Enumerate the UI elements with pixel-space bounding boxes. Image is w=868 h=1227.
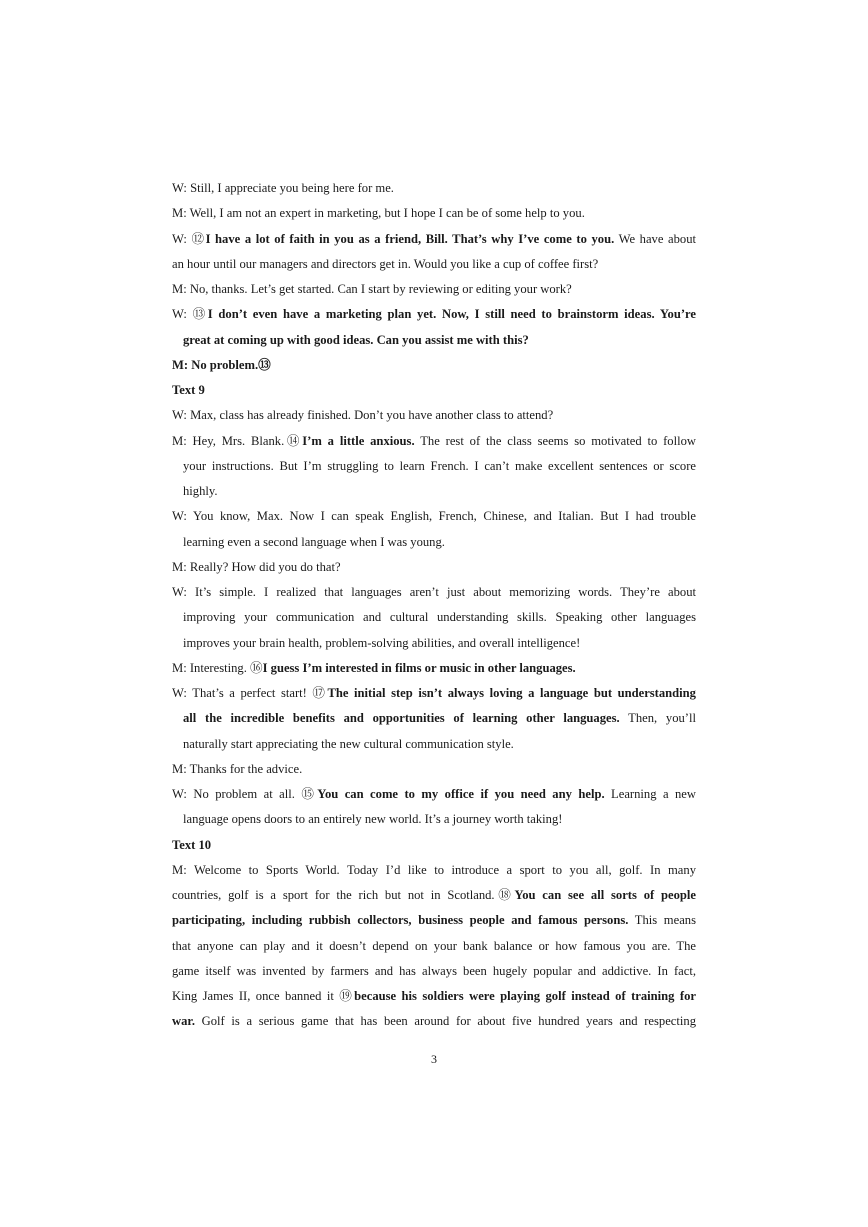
line-text: Golf is a serious game that has been around for about five hundred years and respecting [194,1014,696,1029]
key-sentence: I guess I’m interested in films or music in other languages. [262,660,576,675]
dialogue-line [172,605,696,630]
line-text: King James II, once banned it ⑲ [172,989,355,1003]
line-text: M: Well, I am not an expert in marketing, but I hope I can be of some help to you. [172,206,585,221]
page-number: 3 [431,1052,437,1066]
line-text: game itself was invented by farmers and has always been hugely popular and addictive. In fact, [172,963,696,978]
line-text: that anyone can play and it doesn’t depend on your bank balance or how famous you are. The [172,938,696,953]
paragraph-line [172,858,696,883]
section-heading: Text 10 [172,837,212,852]
key-sentence: I have a lot of faith in you as a friend, Bill. That’s why I’ve come to you. [205,231,615,246]
speaker-marker: W: No problem at all. ⑮ [172,787,318,801]
dialogue-line [172,201,696,226]
paragraph-line [172,908,696,933]
dialogue-line [172,555,696,580]
paragraph-line [172,959,696,984]
line-text: an hour until our managers and directors get in. Would you like a cup of coffee first? [172,256,599,271]
line-text: countries, golf is a sport for the rich but not in Scotland.⑱ [172,888,515,902]
speaker-marker: W: ⑫ [172,231,206,246]
key-sentence: You can see all sorts of people [514,888,696,902]
line-text: M: Really? How did you do that? [172,559,341,574]
dialogue-line [172,227,696,252]
dialogue-line [172,328,696,353]
line-text: improving your communication and cultural understanding skills. Speaking other languages [183,610,696,625]
line-text: highly. [183,484,218,498]
line-text: This means [628,913,696,928]
line-text: We have about [614,231,697,246]
key-sentence: participating, including rubbish collectors, business people and famous persons. [172,913,629,928]
speaker-marker: M: Hey, Mrs. Blank.⑭ [172,433,303,448]
speaker-marker: W: That’s a perfect start! ⑰ [172,686,328,700]
paragraph-line [172,1009,696,1034]
dialogue-line [172,277,696,302]
line-text: M: Welcome to Sports World. Today I’d like to introduce a sport to you all, golf. In many [172,862,696,877]
key-sentence: because his soldiers were playing golf instead of training for [354,989,696,1003]
key-sentence: all the incredible benefits and opportunities of learning other languages. [183,711,620,726]
line-text: your instructions. But I’m struggling to learn French. I can’t make excellent sentences or score [183,458,696,473]
dialogue-line [172,479,696,504]
line-text: M: Thanks for the advice. [172,761,303,776]
dialogue-line [172,454,696,479]
line-text: W: Max, class has already finished. Don’t you have another class to attend? [172,408,554,423]
dialogue-line [172,176,696,201]
section-heading: Text 9 [172,383,205,397]
dialogue-line [172,580,696,605]
line-text: learning even a second language when I was young. [183,534,445,549]
line-text: M: No, thanks. Let’s get started. Can I start by reviewing or editing your work? [172,282,572,296]
key-sentence: I’m a little anxious. [302,433,415,448]
dialogue-line [172,353,696,378]
line-text: W: Still, I appreciate you being here for me. [172,181,394,195]
line-text: The rest of the class seems so motivated to follow [414,433,696,448]
key-sentence: You can come to my office if you need any help. [317,787,605,801]
speaker-marker: M: Interesting. ⑯ [172,660,263,675]
dialogue-line [172,782,696,807]
dialogue-line [172,681,696,706]
paragraph-line [172,934,696,959]
speaker-marker: W: ⑬ [172,307,208,322]
key-sentence: great at coming up with good ideas. Can you assist me with this? [183,332,529,347]
key-sentence: M: No problem.⑬ [172,357,271,372]
paragraph-line [172,984,696,1009]
key-sentence: war. [172,1014,195,1029]
dialogue-line [172,807,696,832]
dialogue-line [172,302,696,327]
dialogue-line [172,706,696,731]
dialogue-line [172,631,696,656]
key-sentence: The initial step isn’t always loving a language but understanding [327,686,696,700]
dialogue-line [172,504,696,529]
dialogue-line [172,656,696,681]
line-text: language opens doors to an entirely new world. It’s a journey worth taking! [183,812,563,827]
paragraph-line [172,883,696,908]
dialogue-line [172,732,696,757]
line-text: naturally start appreciating the new cultural communication style. [183,736,514,751]
line-text: Learning a new [604,787,696,801]
line-text: W: It’s simple. I realized that languages aren’t just about memorizing words. They’re about [172,585,696,599]
key-sentence: I don’t even have a marketing plan yet. Now, I still need to brainstorm ideas. You’re [207,307,696,322]
line-text: W: You know, Max. Now I can speak English, French, Chinese, and Italian. But I had trouble [172,509,696,524]
line-text: improves your brain health, problem-solving abilities, and overall intelligence! [183,635,581,650]
dialogue-line [172,757,696,782]
text-body [172,176,696,1035]
line-text: Then, you’ll [619,711,696,726]
dialogue-line [172,530,696,555]
dialogue-line [172,429,696,454]
dialogue-line [172,403,696,428]
dialogue-line [172,252,696,277]
